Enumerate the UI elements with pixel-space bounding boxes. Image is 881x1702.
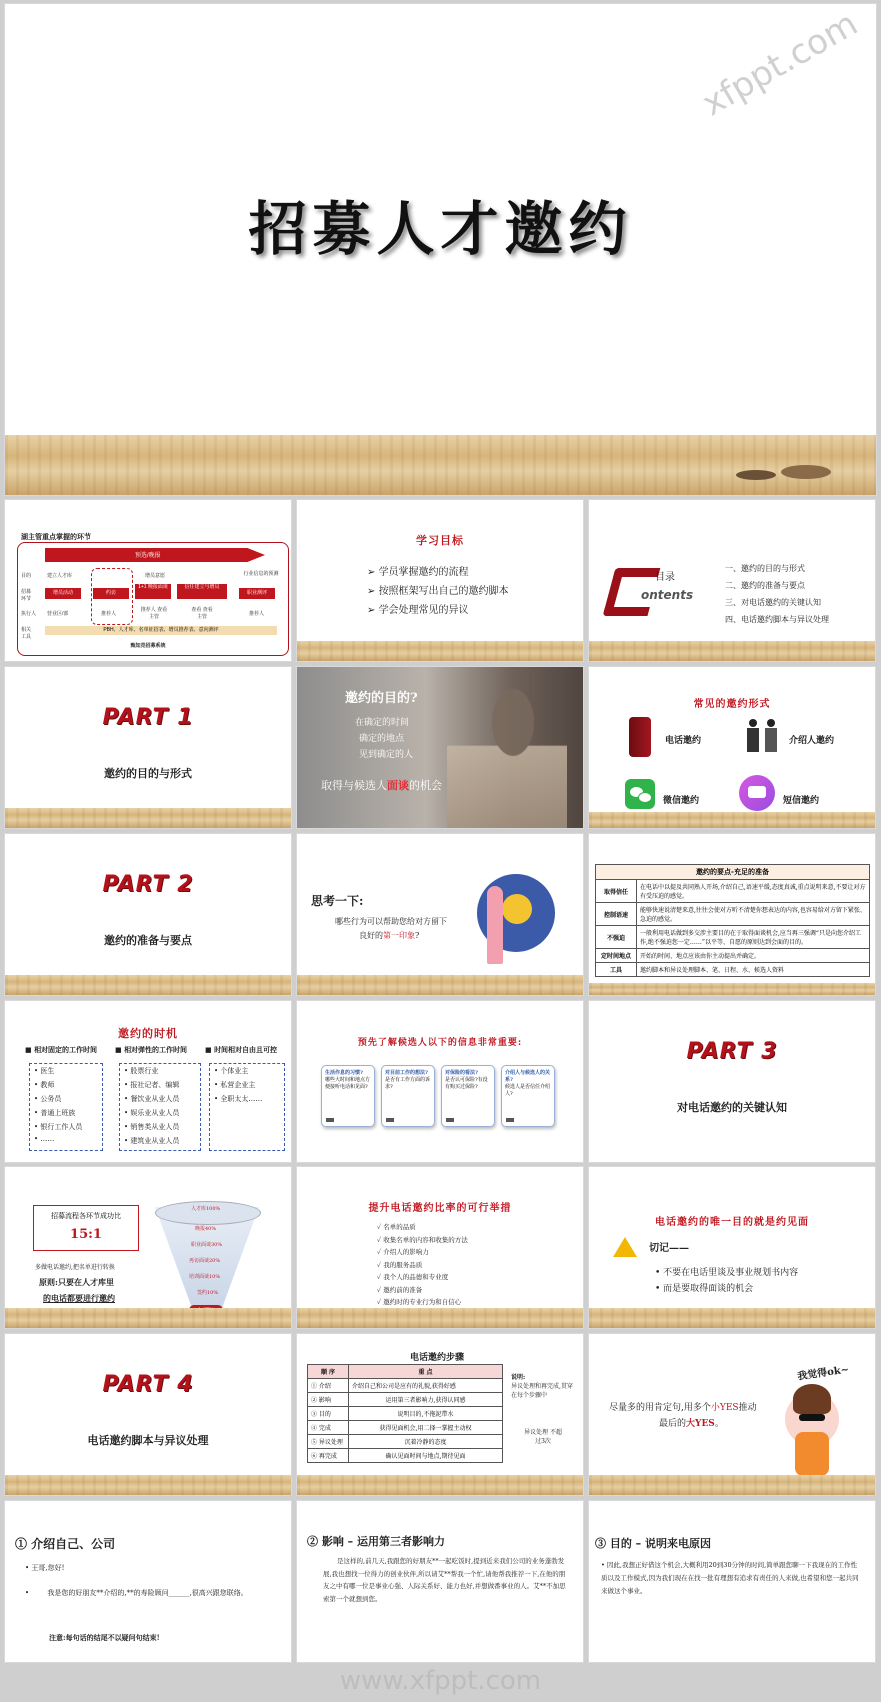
table-row: 定时间地点 开始的时间、地点应该由你主动提出并确定。 (596, 949, 870, 963)
col-head: ■ 时间相对自由且可控 (205, 1045, 278, 1054)
wood-floor (589, 812, 875, 828)
girl-body (795, 1432, 829, 1476)
script-title: ① 介绍自己、公司 (15, 1537, 116, 1551)
slide-title: 电话邀约的唯一目的就是约见面 (655, 1217, 809, 1228)
row-label: 相关工具 (21, 627, 32, 640)
steps-title: 电话邀约步骤 (409, 1353, 464, 1363)
list-item: • 建筑业从业人员 (124, 1137, 180, 1145)
slide-title: 学习目标 (416, 534, 464, 547)
funnel-stage: 培训面谈10% (189, 1274, 221, 1280)
list-item: ✓ 邀约时的专业行为和自信心 (377, 1298, 462, 1306)
table-row: ② 影响 运用第三者影响力,获得认同感 (308, 1393, 503, 1407)
info-card: 介绍人与候选人的关系? 候选人是否信任介绍人? (501, 1065, 555, 1127)
slide-learning-goals[interactable] (297, 500, 583, 661)
table-row: 控制语速 能够快速说清楚来意,往往会使对方听不清楚你想表达的内容,也容易给对方留下紧张、急迫的感觉。 (596, 903, 870, 926)
step-box: 1+1 晚报面谈 (135, 584, 171, 599)
measure-list (377, 1221, 468, 1309)
col-head: ■ 相对固定的工作时间 (25, 1045, 98, 1054)
steps-note-title: 说明: (511, 1374, 526, 1381)
script-line: • 我是您的好朋友**介绍的,**的寿险顾问______,很高兴跟您联络。 (25, 1589, 248, 1597)
wood-floor (297, 1308, 583, 1328)
wood-floor (297, 975, 583, 995)
memo-item: • 而是要取得面谈的机会 (655, 1284, 754, 1294)
steps-table: 顺 序 重 点 ① 介绍 介绍自己和公司是应有的礼貌,获得好感 ② 影响 运用第三者影响力,获得认同感 ③ 目的 说明目的,不拖泥带水 ④ 完成 获得见面机会,用二择一掌握主动权 ⑤ 异议处理 沉着冷静的态度 ⑥ 再完成 确认见面时间与地点,期待见面 (307, 1364, 503, 1463)
purpose-line: 在确定的时间 (355, 718, 410, 728)
wood-floor (5, 1475, 291, 1495)
yes-line: 尽量多的用肯定句,用多个小YES推动 (609, 1403, 757, 1413)
think-title: 思考一下: (311, 894, 364, 908)
slide-purpose[interactable] (297, 667, 583, 828)
ratio-title: 招募流程各环节成功比 (51, 1212, 121, 1220)
part-title: PART 2 (102, 872, 194, 897)
table-row: 取得信任 在电话中以提及共同熟人开场,介绍自己,语速平缓,态度真诚,重点说明来意,不要让对方有受压迫的感觉。 (596, 880, 870, 903)
funnel-stage: 晚报40% (195, 1226, 217, 1232)
list-item: • 教师 (34, 1081, 55, 1089)
part-title: PART 1 (102, 705, 194, 730)
col-head: ■ 相对弹性的工作时间 (115, 1045, 188, 1054)
think-line: 哪些行为可以帮助您给对方留下 (335, 917, 447, 926)
slide-title: 湖主管重点掌握的环节 (21, 534, 91, 541)
cover-slide[interactable] (5, 4, 876, 495)
step-box: 职业测评 (239, 588, 275, 599)
wood-floor (589, 1475, 875, 1495)
goal-list (367, 563, 509, 620)
funnel-note: 多做电话邀约,把名单进行转换 (35, 1264, 115, 1271)
slide-title: 常见的邀约形式 (693, 699, 771, 710)
girl-sunglasses (799, 1414, 825, 1421)
list-item: • 报社记者、编辑 (124, 1081, 180, 1089)
step-box: 增员活动 (45, 588, 81, 599)
wood-decoration (736, 465, 836, 485)
script-line: • 王哥,您好! (25, 1564, 65, 1572)
info-card: 生活作息的习惯? 哪些大时间和地点方便接听电话和见面? (321, 1065, 375, 1127)
purpose-bottom: 取得与候选人面谈的机会 (321, 779, 442, 792)
slide-forms[interactable] (589, 667, 875, 828)
slide-candidate-info[interactable] (297, 1001, 583, 1162)
list-item: • 普通上班族 (34, 1109, 76, 1117)
principle: 原则:只要在人才库里 (39, 1277, 114, 1287)
slide-timing[interactable] (5, 1001, 291, 1162)
slide-yes[interactable] (589, 1334, 875, 1495)
list-item: • 银行工作人员 (34, 1123, 83, 1131)
table-row: 不强迫 一般利用电话做到多交涉主要目的在于取得面谈机会,应当再三强调“只是向您介绍工作,绝不强迫您一定……”以平等、自愿的原则达到会面的目的。 (596, 926, 870, 949)
person-photo (447, 677, 567, 828)
info-card: 对目前工作的想法? 是否有工作方面的诉求? (381, 1065, 435, 1127)
funnel-stage: 人才库100% (191, 1206, 221, 1212)
part-subtitle: 邀约的准备与要点 (104, 934, 192, 947)
slide-recruit-process[interactable] (5, 500, 291, 661)
list-item: • 个体业主 (214, 1067, 249, 1075)
wood-floor (589, 1308, 875, 1328)
step-box: 信任建立与增员 (177, 584, 227, 599)
table-row: ③ 目的 说明目的,不拖泥带水 (308, 1407, 503, 1421)
slide-funnel[interactable] (5, 1167, 291, 1328)
slide-only-purpose[interactable] (589, 1167, 875, 1328)
list-item: • 公务员 (34, 1095, 62, 1103)
toc-item[interactable]: 一、邀约的目的与形式 (725, 564, 805, 573)
step-box: 约访 (93, 588, 129, 599)
warning-icon (613, 1237, 637, 1257)
handshake-icon (747, 719, 777, 753)
ratio-box (33, 1205, 139, 1251)
timing-list (209, 1063, 285, 1151)
script-note: 注意:每句话的结尾不以疑问句结束! (49, 1633, 160, 1642)
timing-list (29, 1063, 103, 1151)
top-label: 建立人才库 (47, 573, 73, 579)
script-body: 是这样的,前几天,我跟您的好朋友**一起吃饭时,提到近来我们公司的业务蓬勃发展,我也想找一位得力的创业伙伴,所以请艾**帮我一个忙,请他帮我推荐一下,在他的朋友之中有哪一位是事业心强、人际关系好、能力也好,并想做番事业的人。艾**不加思索第一个就想到您。 (323, 1557, 566, 1603)
list-item: ✓ 我的服务品质 (377, 1260, 423, 1269)
row-label: 招募环节 (21, 589, 32, 602)
funnel-stage: 再访面谈20% (189, 1258, 221, 1264)
tools-bar: PBH、人才库、名单征招表、增员推荐表、意向测评 (45, 626, 277, 635)
table-row: ⑤ 异议处理 沉着冷静的态度 (308, 1435, 503, 1449)
list-item: • 医生 (34, 1067, 55, 1075)
cover-title: 招募人才邀约 (248, 195, 633, 263)
part-title: PART 3 (686, 1039, 778, 1064)
list-item: • 娱乐业从业人员 (124, 1109, 180, 1117)
steps-side-note: 异议处理 不超过3次 (524, 1429, 562, 1445)
part-title: PART 4 (102, 1372, 194, 1397)
slide-call-steps[interactable] (297, 1334, 583, 1495)
list-item: • 销售类从业人员 (124, 1123, 180, 1131)
steps-note: 异议处理和再完成,贯穿在每个步骤中 (511, 1383, 573, 1399)
slide-part4[interactable] (5, 1334, 291, 1495)
list-item: • …… (34, 1135, 55, 1143)
ratio-value: 15:1 (70, 1227, 102, 1242)
wood-floor (297, 641, 583, 661)
memo-item: • 不要在电话里谈及事业规划书内容 (655, 1268, 799, 1278)
part-subtitle: 对电话邀约的关键认知 (677, 1101, 787, 1114)
toc-item[interactable]: 四、电话邀约脚本与异议处理 (725, 615, 829, 624)
arrow-label: 预选/晚报 (135, 553, 161, 559)
wechat-icon (625, 779, 655, 809)
purpose-question: 邀约的目的? (345, 691, 418, 706)
row-label: 执行人 (21, 611, 37, 617)
footer-site[interactable]: www.xfppt.com (339, 1666, 542, 1696)
table-row: 工具 邀约脚本和异议处理脚本、笔、日程、水、候选人资料 (596, 963, 870, 977)
list-item: • 餐饮业从业人员 (124, 1095, 180, 1103)
exec-label: 查看 查看主管 (191, 607, 213, 620)
wood-floor (297, 1475, 583, 1495)
top-label: 增员意愿 (145, 573, 166, 579)
memo-label: 切记—— (649, 1243, 689, 1254)
wood-floor (589, 641, 875, 661)
toc-item[interactable]: 二、邀约的准备与要点 (725, 581, 805, 590)
slide-part2[interactable] (5, 834, 291, 995)
slide-think[interactable] (297, 834, 583, 995)
think-line: 良好的第一印象? (359, 931, 420, 940)
exec-label: 推荐人 (101, 611, 117, 617)
lightbulb-icon (502, 894, 532, 924)
slide-title: 提升电话邀约比率的可行举措 (368, 1203, 512, 1214)
slide-intro-self[interactable] (5, 1501, 291, 1662)
exec-label: 推荐人 查看主管 (140, 607, 168, 620)
part-subtitle: 电话邀约脚本与异议处理 (87, 1434, 209, 1447)
timing-list (119, 1063, 201, 1151)
speech-text: 我觉得ok~ (796, 1364, 850, 1383)
form-label: 电话邀约 (665, 736, 702, 746)
exec-label: 推荐人 (249, 611, 265, 617)
form-label: 介绍人邀约 (789, 736, 835, 746)
purpose-line: 确定的地点 (359, 734, 405, 744)
script-body: • 因此,我想正好借这个机会,大概利用20到30分钟的时间,简单跟您聊一下我现在的工作性质以及工作模式,因为我们现在在找一批有理想有追求有责任的人来做,也希望和您一起共同来做这个事业。 (601, 1561, 859, 1595)
girl-hair (793, 1384, 831, 1414)
wood-floor (589, 983, 875, 995)
info-card: 对保险的看法? 是否认可保险?有没有购买过保险? (441, 1065, 495, 1127)
slide-title: 预先了解候选人以下的信息非常重要: (357, 1038, 523, 1048)
goal-item: ➢ 按照框架写出自己的邀约脚本 (367, 586, 509, 597)
slide-part1[interactable] (5, 667, 291, 828)
table-row: ⑥ 再完成 确认见面时间与地点,期待见面 (308, 1449, 503, 1463)
exec-label: 营业区/部 (47, 611, 69, 617)
funnel-stage: 签约10% (197, 1290, 219, 1296)
principle: 的电话都要进行邀约 (43, 1293, 115, 1303)
list-item: ✓ 介绍人的影响力 (377, 1248, 429, 1256)
wood-floor (5, 975, 291, 995)
toc-list (725, 560, 829, 628)
slide-part3[interactable] (589, 1001, 875, 1162)
goal-item: ➢ 学员掌握邀约的流程 (367, 567, 469, 578)
list-item: • 私营企业主 (214, 1081, 256, 1089)
slide-improve-rate[interactable] (297, 1167, 583, 1328)
prep-table (595, 864, 870, 977)
phone-icon (629, 717, 651, 757)
table-row: ① 介绍 介绍自己和公司是应有的礼貌,获得好感 (308, 1379, 503, 1393)
list-item: ✓ 名单的品质 (377, 1223, 416, 1231)
funnel-stage: 职业面谈30% (191, 1242, 223, 1248)
script-title: ② 影响 – 运用第三者影响力 (307, 1535, 445, 1548)
goal-item: ➢ 学会处理常见的异议 (367, 605, 469, 616)
purpose-line: 见到确定的人 (359, 750, 414, 760)
wood-floor (5, 808, 291, 828)
slide-purpose-call[interactable] (589, 1501, 875, 1662)
toc-item[interactable]: 三、对电话邀约的关键认知 (725, 598, 821, 607)
list-item: ✓ 我个人的品德和专业度 (377, 1273, 449, 1281)
contents-label: ontents (641, 588, 694, 602)
watermark: xfppt.com (695, 4, 865, 125)
mulu-label: 目录 (655, 572, 675, 583)
yes-line: 最后的大YES。 (659, 1419, 724, 1429)
person-figure (487, 886, 503, 964)
table-row: ④ 完成 获得见面机会,用二择一掌握主动权 (308, 1421, 503, 1435)
list-item: ✓ 邀约前的准备 (377, 1285, 423, 1294)
slide-contents[interactable] (589, 500, 875, 661)
script-title: ③ 目的 – 说明来电原因 (595, 1537, 711, 1550)
part-subtitle: 邀约的目的与形式 (104, 767, 192, 780)
slide-influence[interactable] (297, 1501, 583, 1662)
wood-floor (5, 1308, 291, 1328)
form-label: 短信邀约 (783, 796, 820, 806)
top-label: 行业信息的预测 (243, 571, 279, 577)
sms-icon (739, 775, 775, 811)
slide-title: 邀约的时机 (118, 1027, 178, 1040)
list-item: • 股票行业 (124, 1067, 159, 1075)
row-label: 目的 (21, 573, 32, 579)
table-title: 邀约的要点-充足的准备 (596, 865, 870, 880)
form-label: 微信邀约 (663, 796, 700, 806)
list-item: ✓ 收集名单的内容和收集的方法 (377, 1235, 468, 1244)
list-item: • 全职太太…… (214, 1095, 263, 1103)
slide-preparation[interactable] (589, 834, 875, 995)
bottom-label: 甄知竞招募系统 (130, 643, 166, 649)
